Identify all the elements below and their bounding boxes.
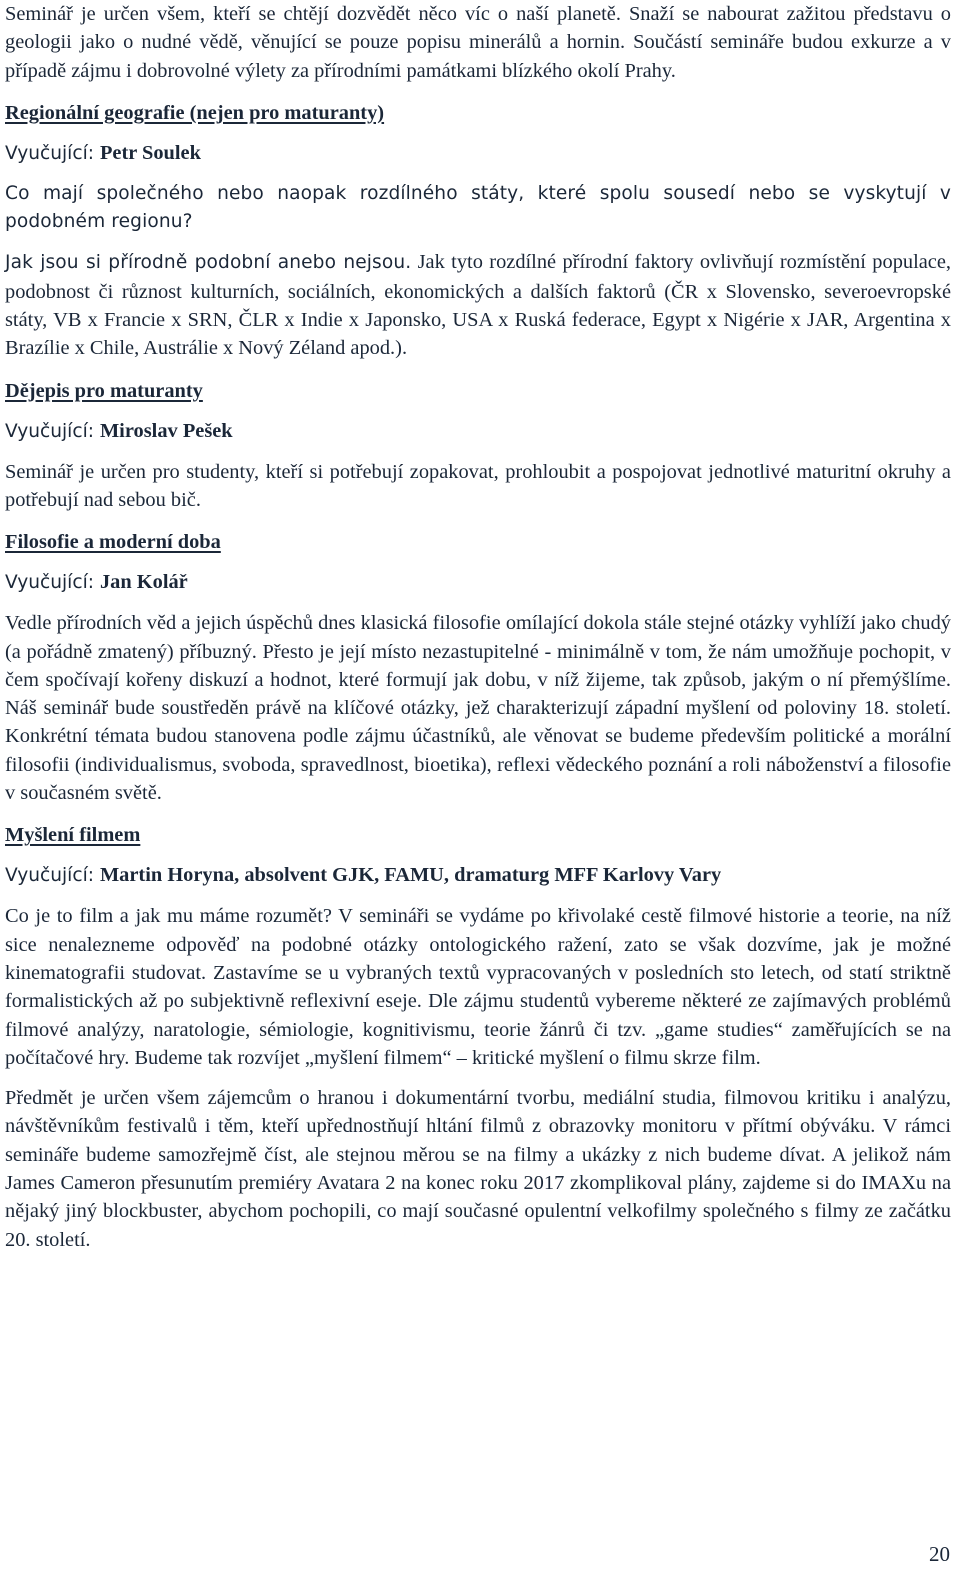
section-film-thinking	[5, 821, 951, 1254]
teacher-label: Vyučující:	[5, 572, 95, 594]
teacher-label: Vyučující:	[5, 865, 95, 887]
teacher-label: Vyučující:	[5, 420, 95, 442]
teacher-name: Petr Soulek	[99, 141, 201, 164]
section-paragraph: Seminář je určen pro studenty, kteří si potřebují zopakovat, prohloubit a pospojovat jednotlivé maturitní okruhy a potřebují nad sebou bič.	[5, 460, 951, 511]
teacher-line	[5, 568, 951, 597]
paragraph-rest: Jak tyto rozdílné přírodní faktory ovlivňují rozmístění populace, podobnost či různost kulturních, sociálních, ekonomických a dalších faktorů (ČR x Slovensko, severoevropské státy, VB x Francie x SRN, ČLR x Indie x Japonsko, USA x Ruská federace, Egypt x Nigérie x JAR, Argentina x Brazílie x Chile, Austrálie x Nový Zéland apod.).	[5, 251, 951, 360]
section-philosophy	[5, 528, 951, 807]
paragraph-lead: Jak jsou si přírodně podobní anebo nejsou.	[5, 252, 412, 274]
section-paragraph: Co je to film a jak mu máme rozumět? V semináři se vydáme po křivolaké cestě filmové historie a teorie, na níž sice nenalezneme odpověď na podobné otázky ontologického ražení, zato se však dozvíme, jak je možné kinematografii studovat. Zastavíme se u vybraných textů vypracovaných v posledních sto letech, od statí striktně formalistických až po subjektivně reflexivní eseje. Dle zájmu studentů vybereme některé ze zajímavých problémů filmové analýzy, naratologie, sémiologie, kognitivismu, teorie žánrů či tzv. „game studies“ zaměřujících se na počítačové hry. Budeme tak rozvíjet „myšlení filmem“ – kritické myšlení o filmu skrze film.	[5, 905, 951, 1069]
section-paragraph: Vedle přírodních věd a jejich úspěchů dnes klasická filosofie omílající dokola stále stejné otázky vyhlíží jako chudý (a pořádně zmatený) příbuzný. Přesto je její místo nezastupitelné - minimálně v tom, že nám umožňuje pochopit, v čem spočívají kořeny diskuzí a hodnot, které formují jak dobu, v níž žijeme, tak způsob, jakým o ní přemýšlíme. Náš seminář bude soustředěn právě na klíčové otázky, jež charakterizují západní myšlení od poloviny 18. století. Konkrétní témata budou stanovena podle zájmu účastníků, ale věnovat se budeme především politické a morální filosofii (individualismus, svoboda, spravedlnost, bioetika), reflexi vědeckého poznání a roli náboženství a filosofie v současném světě.	[5, 612, 951, 805]
teacher-line	[5, 417, 951, 446]
teacher-label: Vyučující:	[5, 142, 95, 164]
intro-paragraph: Seminář je určen všem, kteří se chtějí dozvědět něco víc o naší planetě. Snaží se nabourat zažitou představu o geologii jako o nudné vědě, věnující se pouze popisu minerálů a hornin. Součástí semináře budou exkurze a v případě zájmu i dobrovolné výlety za přírodními památkami blízkého okolí Prahy.	[5, 3, 951, 82]
section-heading: Filosofie a moderní doba	[5, 531, 221, 554]
document-page	[5, 0, 951, 1254]
page-number: 20	[929, 1542, 950, 1566]
teacher-name: Jan Kolář	[99, 571, 188, 594]
section-paragraph: Předmět je určen všem zájemcům o hranou i dokumentární tvorbu, mediální studia, filmovou kritiku i analýzu, návštěvníkům festivalů i těm, kteří upřednostňují hltání filmů z obrazovky monitoru v přítmí obýváku. V rámci semináře budeme samozřejmě číst, ale stejnou měrou se na filmy a ukázky z nich budeme dívat. A jelikož nám James Cameron přesunutím premiéry Avatara 2 na konec roku 2017 zkomplikoval plány, zajdeme si do IMAXu na nějaký jiný blockbuster, abychom pochopili, co mají současné opulentní velkofilmy společného s filmy ze začátku 20. století.	[5, 1087, 951, 1251]
teacher-name: Martin Horyna, absolvent GJK, FAMU, dramaturg MFF Karlovy Vary	[99, 864, 722, 887]
section-regional-geography	[5, 99, 951, 363]
section-paragraph: Co mají společného nebo naopak rozdílného státy, které spolu sousedí nebo se vyskytují v podobném regionu?	[5, 182, 951, 233]
teacher-line	[5, 861, 951, 890]
section-history	[5, 377, 951, 515]
section-heading: Regionální geografie (nejen pro maturanty)	[5, 101, 385, 124]
teacher-line	[5, 139, 951, 168]
teacher-name: Miroslav Pešek	[99, 419, 233, 442]
section-heading: Myšlení filmem	[5, 824, 141, 847]
section-paragraph	[5, 248, 951, 362]
section-heading: Dějepis pro maturanty	[5, 379, 203, 402]
